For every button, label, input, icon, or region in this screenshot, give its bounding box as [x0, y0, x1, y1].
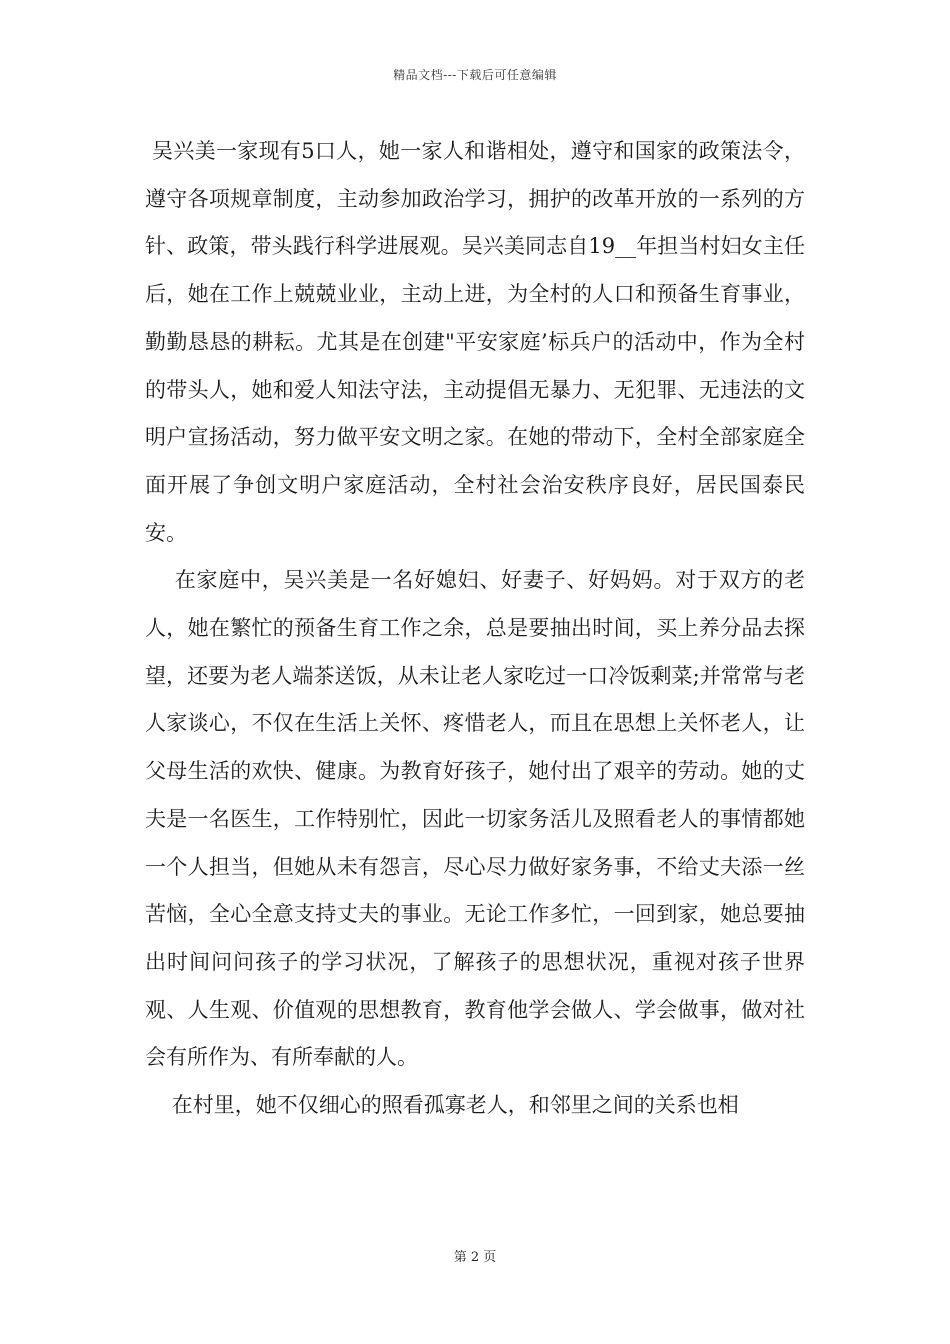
page-number: 第 2 页: [453, 1250, 497, 1265]
paragraph-1: 吴兴美一家现有5口人，她一家人和谐相处，遵守和国家的政策法令，遵守各项规章制度，主动参加政治学习，拥护的改革开放的一系列的方针、政策，带头践行科学进展观。吴兴美同志自19__年担当村妇女主任后，她在工作上兢兢业业，主动上进，为全村的人口和预备生育事业，勤勤恳恳的耕耘。尤其是在创建"平安家庭’标兵户的活动中，作为全村的带头人，她和爱人知法守法，主动提倡无暴力、无犯罪、无违法的文明户宣扬活动，努力做平安文明之家。在她的带动下，全村全部家庭全面开展了争创文明户家庭活动，全村社会治安秩序良好，居民国泰民安。: [145, 139, 805, 545]
paragraph-2: 在家庭中，吴兴美是一名好媳妇、好妻子、好妈妈。对于双方的老人，她在繁忙的预备生育工作之余，总是要抽出时间，买上养分品去探望，还要为老人端茶送饭，从未让老人家吃过一口冷饭剩菜;并常常与老人家谈心，不仅在生活上关怀、疼惜老人，而且在思想上关怀老人，让父母生活的欢快、健康。为教育好孩子，她付出了艰辛的劳动。她的丈夫是一名医生，工作特别忙，因此一切家务活儿及照看老人的事情都她一个人担当，但她从未有怨言，尽心尽力做好家务事，不给丈夫添一丝苦恼，全心全意支持丈夫的事业。无论工作多忙，一回到家，她总要抽出时间问问孩子的学习状况，了解孩子的思想状况，重视对孩子世界观、人生观、价值观的思想教育，教育他学会做人、学会做事，做对社会有所作为、有所奉献的人。: [145, 568, 806, 1070]
document-body: [145, 128, 805, 1130]
page-header: 精品文档---下载后可任意编辑: [393, 68, 557, 82]
paragraph-3: 在村里，她不仅细心的照看孤寡老人，和邻里之间的关系也相: [145, 1093, 739, 1118]
